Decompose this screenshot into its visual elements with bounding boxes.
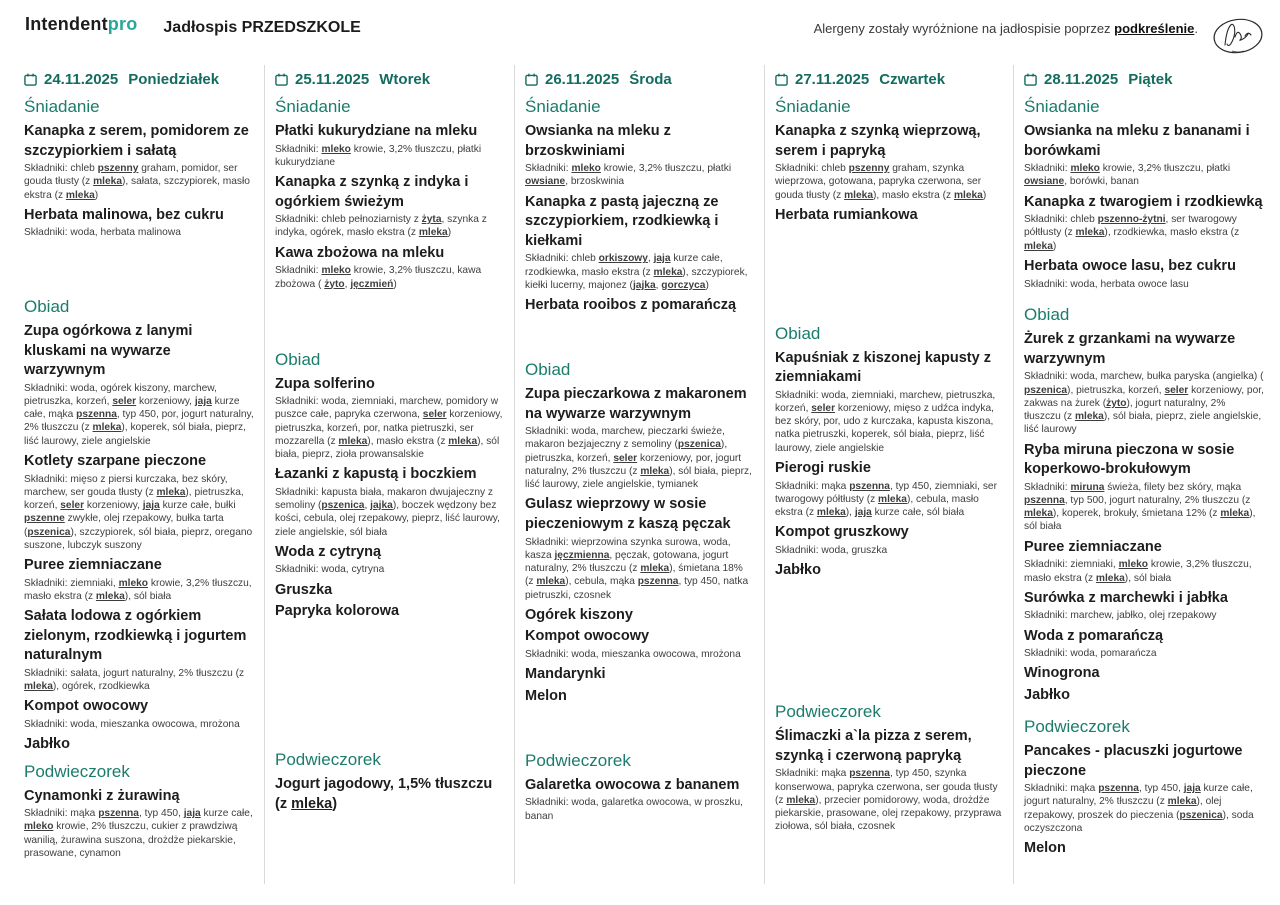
meal-section-title: Obiad xyxy=(275,349,321,369)
day-weekday: Środa xyxy=(629,70,672,88)
dish xyxy=(275,173,504,240)
dish xyxy=(24,607,254,693)
dish xyxy=(275,581,504,601)
allergen-term: mleka xyxy=(953,189,983,201)
calendar-icon xyxy=(275,73,288,86)
dish xyxy=(525,495,754,601)
allergen-term: jaja xyxy=(854,507,872,519)
dish xyxy=(275,602,504,622)
allergen-term: żyto xyxy=(324,278,345,290)
dish-name: Woda z cytryną xyxy=(275,543,382,560)
signature-stamp-icon xyxy=(1212,14,1264,63)
allergen-term: mleka xyxy=(653,266,683,278)
dish-name: Herbata malinowa, bez cukru xyxy=(24,206,224,223)
dish-name: Puree ziemniaczane xyxy=(24,557,162,573)
day-column xyxy=(1014,65,1274,884)
dish-ingredients: Składniki: mąka pszenna, typ 450, ziemniaki, ser twarogowy półtłusty (z mleka), cebula, masło ekstra (z mleka), jaja kurze całe, sól biała xyxy=(775,480,997,519)
allergen-term: gorczyca xyxy=(661,279,706,291)
dish-name: Herbata rooibos z pomarańczą xyxy=(525,297,737,314)
dish-name: Zupa pieczarkowa z makaronem na wywarze warzywnym xyxy=(525,386,747,422)
dish-name: Kanapka z szynką wieprzową, serem i papryką xyxy=(775,123,981,159)
dish-name: Kanapka z serem, pomidorem ze szczypiorkiem i sałatą xyxy=(24,123,249,159)
allergen-term: mleka xyxy=(640,563,670,575)
allergen-note-suffix: . xyxy=(1194,21,1198,36)
allergen-term: pszenna xyxy=(637,576,679,588)
dish-name: Pancakes - placuszki jogurtowe pieczone xyxy=(1024,743,1243,779)
dish xyxy=(1024,257,1264,291)
allergen-term: mleko xyxy=(24,821,54,833)
dish-ingredients: Składniki: mleko krowie, 3,2% tłuszczu, płatki kukurydziane xyxy=(275,143,482,168)
dish-name: Żurek z grzankami na wywarze warzywnym xyxy=(1024,331,1236,367)
dish-ingredients: Składniki: woda, herbata malinowa xyxy=(24,227,181,239)
day-date: 25.11.2025 xyxy=(295,70,370,88)
dish-name: Papryka kolorowa xyxy=(275,603,400,620)
dish xyxy=(1024,839,1264,859)
allergen-term: mleka xyxy=(24,681,53,692)
dish xyxy=(1024,122,1264,189)
allergen-term: mleka xyxy=(1167,796,1197,808)
allergen-term: mleka xyxy=(92,422,122,434)
dish-name: Woda z pomarańczą xyxy=(1024,627,1164,644)
dish xyxy=(775,206,1003,226)
dish-name: Kanapka z pastą jajeczną ze szczypiorkiem, rzodkiewką i kiełkami xyxy=(525,193,719,249)
meal-section-title: Śniadanie xyxy=(775,97,851,116)
dish xyxy=(775,349,1003,455)
dish-name: Gulasz wieprzowy w sosie pieczeniowym z kaszą pęczak xyxy=(525,496,731,532)
allergen-term: pszenica xyxy=(27,526,71,538)
dish-name: Sałata lodowa z ogórkiem zielonym, rzodkiewką i jogurtem naturalnym xyxy=(24,608,247,664)
meal-section-title: Śniadanie xyxy=(1024,97,1100,116)
allergen-term: żyta xyxy=(421,214,442,226)
allergen-note-highlight: podkreślenie xyxy=(1114,21,1195,36)
dish xyxy=(24,322,254,448)
dish-ingredients: Składniki: woda, ogórek kiszony, marchew, pietruszka, korzeń, seler korzeniowy, jaja kurze całe, mąka pszenna, typ 450, por, jogurt naturalny, 2% tłuszczu (z mleka), koperek, sól biała, pieprz, liść laurowy, ziele angielskie xyxy=(24,382,254,447)
allergen-term: mleka xyxy=(786,794,816,806)
dish xyxy=(525,776,754,823)
dish-ingredients: Składniki: woda, gruszka xyxy=(775,544,888,556)
meal-section-title: Podwieczorek xyxy=(275,750,381,770)
dish xyxy=(1024,686,1264,706)
dish-ingredients: Składniki: woda, galaretka owocowa, w proszku, banan xyxy=(525,797,744,822)
allergen-term: seler xyxy=(422,409,447,421)
dish xyxy=(775,523,1003,557)
dish xyxy=(525,665,754,685)
meal-section xyxy=(1024,299,1264,711)
dish xyxy=(275,122,504,169)
day-header xyxy=(24,67,254,91)
meal-section xyxy=(775,318,1003,697)
day-header xyxy=(525,67,754,91)
allergen-term: mleka xyxy=(1075,227,1105,239)
dish-ingredients: Składniki: chleb orkiszowy, jaja kurze całe, rzodkiewka, masło ekstra (z mleka), szczypiorek, kiełki lucerny, majonez (jajka, gorczyca) xyxy=(525,253,748,291)
allergen-term: pszenna xyxy=(849,768,890,780)
allergen-note xyxy=(814,21,1198,36)
day-column xyxy=(765,65,1014,884)
dish xyxy=(24,206,254,240)
dish-name: Ryba miruna pieczona w sosie koperkowo-brokułowym xyxy=(1024,441,1235,478)
dish-ingredients: Składniki: wieprzowina szynka surowa, woda, kasza jęczmienna, pęczak, gotowana, jogurt naturalny, 2% tłuszczu (z mleka), śmietana 18% (z mleka), cebula, mąka pszenna, typ 450, natka pietruszki, czosnek xyxy=(525,536,749,601)
menu-grid xyxy=(0,65,1280,884)
day-column xyxy=(14,65,265,884)
dish xyxy=(525,627,754,661)
dish xyxy=(1024,193,1264,253)
dish-ingredients: Składniki: marchew, jabłko, olej rzepakowy xyxy=(1024,610,1217,622)
allergen-term: mleka xyxy=(536,576,566,588)
allergen-term: pszenica xyxy=(677,439,721,451)
day-column xyxy=(265,65,515,884)
meal-section xyxy=(24,291,254,756)
dish-name: Puree ziemniaczane xyxy=(1024,538,1162,555)
meal-section xyxy=(275,744,504,864)
allergen-term: orkiszowy xyxy=(598,253,648,265)
dish-ingredients: Składniki: woda, marchew, bułka paryska (angielka) ( pszenica), pietruszka, korzeń, seler korzeniowy, por, zakwas na żurek (żyto), jogurt naturalny, 2% tłuszczu (z mleka), sól biała, pieprz, ziele angielskie, liść laurowy xyxy=(1024,371,1264,436)
logo-text-accent: pro xyxy=(107,14,138,34)
dish-ingredients: Składniki: mleko krowie, 3,2% tłuszczu, płatki owsiane, borówki, banan xyxy=(1024,163,1231,188)
dish-ingredients: Składniki: chleb pszenny graham, pomidor, ser gouda tłusty (z mleka), sałata, szczypiorek, masło ekstra (z mleka) xyxy=(24,163,250,201)
allergen-term: jajka xyxy=(632,279,656,291)
meal-section-title: Śniadanie xyxy=(275,97,351,116)
dish-ingredients: Składniki: kapusta biała, makaron dwujajeczny z semoliny (pszenica, jajka), boczek wędzony bez kości, cebula, olej rzepakowy, pieprz, liść laurowy, ziele angielskie, sól biała xyxy=(275,486,500,538)
dish xyxy=(1024,627,1264,661)
allergen-term: pszenna xyxy=(1098,783,1139,795)
calendar-icon xyxy=(1024,73,1037,86)
dish-name: Płatki kukurydziane na mleku xyxy=(275,123,478,139)
dish-ingredients: Składniki: woda, mieszanka owocowa, mrożona xyxy=(525,648,741,660)
meal-section-title: Podwieczorek xyxy=(24,761,130,781)
allergen-term: pszenica xyxy=(1179,809,1223,821)
dish-ingredients: Składniki: miruna świeża, filety bez skóry, mąka pszenna, typ 500, jogurt naturalny, 2% tłuszczu (z mleka), koperek, brokuły, śmietana 12% (z mleka), sól biała xyxy=(1024,481,1256,533)
allergen-term: mleka xyxy=(1024,508,1053,520)
dish-ingredients: Składniki: sałata, jogurt naturalny, 2% tłuszczu (z mleka), ogórek, rzodkiewka xyxy=(24,667,245,692)
allergen-term: mleko xyxy=(321,265,351,277)
calendar-icon xyxy=(525,73,538,86)
dish-ingredients: Składniki: woda, pomarańcza xyxy=(1024,648,1157,660)
allergen-term: mleka xyxy=(418,227,448,239)
dish-name: Zupa solferino xyxy=(275,375,375,392)
dish-ingredients: Składniki: mleko krowie, 3,2% tłuszczu, kawa zbożowa ( żyto, jęczmień) xyxy=(275,265,482,290)
dish-ingredients: Składniki: mięso z piersi kurczaka, bez skóry, marchew, ser gouda tłusty (z mleka), pietruszka, korzeń, seler korzeniowy, jaja kurze całe, bułki pszenne zwykłe, olej rzepakowy, bułka tarta (pszenica), szczypiorek, sól biała, pieprz, oregano suszone, lubczyk suszony xyxy=(24,473,253,551)
meal-section-title: Obiad xyxy=(775,323,821,343)
dish-name: Kanapka z szynką z indyka i ogórkiem świeżym xyxy=(275,174,469,210)
dish-name: Winogrona xyxy=(1024,665,1100,682)
allergen-term: seler xyxy=(60,500,85,511)
meal-section xyxy=(525,354,754,745)
allergen-term: pszenny xyxy=(97,163,139,175)
allergen-term: pszenna xyxy=(98,808,139,820)
dish-ingredients: Składniki: woda, herbata owoce lasu xyxy=(1024,278,1189,290)
day-column xyxy=(515,65,765,884)
dish xyxy=(24,787,254,861)
dish-ingredients: Składniki: woda, cytryna xyxy=(275,564,385,576)
dish-name: Kompot owocowy xyxy=(525,628,650,645)
dish-name: Kompot gruszkowy xyxy=(775,524,909,541)
dish xyxy=(1024,742,1264,835)
allergen-note-prefix: Alergeny zostały wyróżnione na jadłospisie poprzez xyxy=(813,21,1115,36)
allergen-term: mleko xyxy=(571,163,601,175)
dish-name: Kanapka z twarogiem i rzodkiewką xyxy=(1024,193,1263,210)
meal-section xyxy=(275,91,504,344)
dish-ingredients: Składniki: mąka pszenna, typ 450, szynka konserwowa, papryka czerwona, ser gouda tłusty (z mleka), przecier pomidorowy, woda, drożdże piekarskie, prasowane, olej rzepakowy, przyprawa ziołowa, sól biała, czosnek xyxy=(775,768,1002,833)
dish-ingredients: Składniki: woda, mieszanka owocowa, mrożona xyxy=(24,718,240,730)
dish xyxy=(24,697,254,731)
dish xyxy=(1024,441,1264,534)
dish xyxy=(775,459,1003,519)
dish xyxy=(24,122,254,202)
dish-name: Owsianka na mleku z brzoskwiniami xyxy=(525,123,671,159)
day-date: 24.11.2025 xyxy=(44,70,119,88)
dish xyxy=(525,122,754,189)
meal-section-title: Podwieczorek xyxy=(525,750,631,770)
allergen-term: jaja xyxy=(183,808,201,820)
dish-name: Jogurt jagodowy, 1,5% tłuszczu (z mleka) xyxy=(275,776,493,812)
dish xyxy=(525,385,754,491)
meal-section xyxy=(275,344,504,745)
allergen-term: jaja xyxy=(194,395,212,407)
dish xyxy=(525,606,754,626)
day-header xyxy=(1024,67,1264,91)
allergen-term: mleka xyxy=(65,189,95,201)
dish xyxy=(275,775,504,814)
allergen-term: jaja xyxy=(1183,783,1201,795)
dish-name: Owsianka na mleku z bananami i borówkami xyxy=(1024,123,1250,159)
allergen-term: pszenna xyxy=(849,480,890,492)
meal-section-title: Podwieczorek xyxy=(1024,717,1130,737)
dish-ingredients: Składniki: ziemniaki, mleko krowie, 3,2% tłuszczu, masło ekstra (z mleka), sól biała xyxy=(1024,559,1252,584)
dish xyxy=(1024,538,1264,585)
dish-name: Kotlety szarpane pieczone xyxy=(24,452,207,469)
allergen-term: jajka xyxy=(370,500,393,512)
meal-section xyxy=(525,745,754,864)
dish-ingredients: Składniki: woda, marchew, pieczarki świeże, makaron bezjajeczny z semoliny (pszenica), pietruszka, korzeń, seler korzeniowy, por, jogurt naturalny, 2% tłuszczu (z mleka), sól biała, pieprz, liść laurowy, ziele angielskie, tymianek xyxy=(525,426,752,491)
allergen-term: mleka xyxy=(448,435,478,447)
allergen-term: jęczmień xyxy=(350,278,394,290)
dish-ingredients: Składniki: mąka pszenna, typ 450, jaja kurze całe, mleko krowie, 2% tłuszczu, cukier z prawdziwą wanilią, żurawina suszona, drożdże piekarskie, prasowane, cynamon xyxy=(24,808,253,859)
dish-ingredients: Składniki: mąka pszenna, typ 450, jaja kurze całe, jogurt naturalny, 2% tłuszczu (z mleka), olej rzepakowy, proszek do pieczenia (pszenica), soda oczyszczona xyxy=(1024,783,1254,834)
meal-section-title: Obiad xyxy=(1024,305,1070,325)
dish-name: Gruszka xyxy=(275,581,333,598)
dish xyxy=(24,735,254,755)
meal-section-title: Śniadanie xyxy=(24,97,100,116)
dish xyxy=(24,452,254,552)
dish xyxy=(775,561,1003,581)
allergen-term: pszenna xyxy=(1024,494,1065,506)
allergen-term: żyto xyxy=(1106,397,1127,409)
allergen-term: jaja xyxy=(653,253,671,265)
dish-name: Cynamonki z żurawiną xyxy=(24,787,180,804)
dish-name: Surówka z marchewki i jabłka xyxy=(1024,589,1228,606)
dish xyxy=(525,193,754,292)
meal-section xyxy=(24,756,254,865)
dish-name: Kapuśniak z kiszonej kapusty z ziemniakami xyxy=(775,349,991,386)
day-date: 26.11.2025 xyxy=(545,70,620,88)
dish-ingredients: Składniki: chleb pszenny graham, szynka wieprzowa, gotowana, papryka czerwona, ser gouda tłusty (z mleka), masło ekstra (z mleka) xyxy=(775,163,987,201)
allergen-term: mleka xyxy=(1024,240,1053,252)
allergen-term: mleka xyxy=(878,493,907,505)
meal-section xyxy=(775,696,1003,864)
allergen-term: mleka xyxy=(338,435,368,447)
dish-name: Galaretka owocowa z bananem xyxy=(525,776,740,793)
day-date: 28.11.2025 xyxy=(1044,70,1119,88)
dish xyxy=(275,244,504,291)
dish-name: Herbata owoce lasu, bez cukru xyxy=(1024,257,1236,274)
dish-name: Herbata rumiankowa xyxy=(775,206,918,223)
dish-name: Ślimaczki a`la pizza z serem, szynką i czerwoną papryką xyxy=(775,728,972,764)
meal-section xyxy=(1024,711,1264,864)
dish-ingredients: Składniki: chleb pszenno-żytni, ser twarogowy półtłusty (z mleka), rzodkiewka, masło ekstra (z mleka) xyxy=(1024,214,1240,252)
dish xyxy=(24,556,254,603)
calendar-icon xyxy=(775,73,788,86)
meal-section-title: Obiad xyxy=(525,360,571,380)
dish-name: Melon xyxy=(525,687,567,704)
dish xyxy=(1024,330,1264,436)
calendar-icon xyxy=(24,73,37,86)
dish xyxy=(275,543,504,577)
logo-text-primary: Intendent xyxy=(25,14,108,34)
dish xyxy=(775,122,1003,202)
meal-section xyxy=(1024,91,1264,299)
dish xyxy=(275,375,504,462)
dish xyxy=(775,727,1003,833)
allergen-term: seler xyxy=(1164,384,1189,396)
allergen-term: seler xyxy=(811,402,836,414)
meal-section xyxy=(24,91,254,291)
day-weekday: Wtorek xyxy=(379,70,431,88)
dish-name: Jabłko xyxy=(24,736,70,753)
meal-section xyxy=(525,91,754,354)
day-header xyxy=(775,67,1003,91)
meal-section-title: Obiad xyxy=(24,297,70,316)
dish-name: Zupa ogórkowa z lanymi kluskami na wywarze warzywnym xyxy=(24,323,193,379)
allergen-term: jęczmienna xyxy=(554,549,610,561)
allergen-term: mleka xyxy=(1074,411,1104,423)
dish-name: Ogórek kiszony xyxy=(525,606,633,623)
dish xyxy=(525,687,754,707)
allergen-term: mleka xyxy=(640,465,670,477)
dish xyxy=(525,296,754,316)
allergen-term: pszenna xyxy=(76,409,117,421)
allergen-term: mleka xyxy=(156,486,186,498)
dish-ingredients: Składniki: ziemniaki, mleko krowie, 3,2% tłuszczu, masło ekstra (z mleka), sól biała xyxy=(24,577,252,602)
allergen-term: owsiane xyxy=(525,176,566,188)
dish xyxy=(275,465,504,539)
meal-section-title: Podwieczorek xyxy=(775,702,881,722)
day-weekday: Czwartek xyxy=(879,70,946,88)
page-title: Jadłospis PRZEDSZKOLE xyxy=(163,19,361,36)
day-weekday: Piątek xyxy=(1128,70,1173,88)
dish-name: Mandarynki xyxy=(525,666,606,683)
dish xyxy=(1024,589,1264,623)
allergen-term: miruna xyxy=(1070,481,1105,493)
allergen-term: owsiane xyxy=(1024,176,1065,188)
day-weekday: Poniedziałek xyxy=(128,70,220,88)
dish-ingredients: Składniki: woda, ziemniaki, marchew, pomidory w puszce całe, papryka czerwona, seler korzeniowy, pietruszka, korzeń, por, natka pietruszki, ser mozzarella (z mleka), masło ekstra (z mleka), sól biała, pieprz, zioła prowansalskie xyxy=(275,396,503,461)
allergen-term: mleko xyxy=(1118,559,1149,571)
allergen-term: seler xyxy=(112,395,137,407)
allergen-term: pszenica xyxy=(1024,384,1068,396)
allergen-term: mleko xyxy=(321,143,351,155)
day-date: 27.11.2025 xyxy=(795,70,870,88)
allergen-term: mleka xyxy=(1095,572,1125,584)
allergen-term: mleko xyxy=(118,577,149,589)
allergen-term: mleko xyxy=(1070,163,1100,175)
dish-name: Kompot owocowy xyxy=(24,698,149,715)
meal-section-title: Śniadanie xyxy=(525,97,601,116)
allergen-term: pszenica xyxy=(321,500,365,512)
dish-name: Łazanki z kapustą i boczkiem xyxy=(275,466,477,483)
allergen-term: mleka xyxy=(1220,508,1250,520)
dish-name: Pierogi ruskie xyxy=(775,459,871,476)
allergen-term: mleka xyxy=(95,590,125,602)
allergen-term: pszenny xyxy=(848,163,890,175)
dish-name: Melon xyxy=(1024,840,1066,857)
page-header xyxy=(0,0,1280,65)
dish-ingredients: Składniki: woda, ziemniaki, marchew, pietruszka, korzeń, seler korzeniowy, mięso z udźca indyka, bez skóry, por, udo z kurczaka, kapusta kiszona, natka pietruszki, koperek, sól biała, pieprz, liść laurowy, ziele angielskie xyxy=(775,389,996,454)
allergen-term: jaja xyxy=(142,500,160,511)
dish-ingredients: Składniki: chleb pełnoziarnisty z żyta, szynka z indyka, ogórek, masło ekstra (z mleka) xyxy=(275,214,487,239)
allergen-term: mleka xyxy=(291,795,333,812)
day-header xyxy=(275,67,504,91)
intendentpro-logo xyxy=(25,14,137,35)
dish-name: Kawa zbożowa na mleku xyxy=(275,244,445,261)
dish-ingredients: Składniki: mleko krowie, 3,2% tłuszczu, płatki owsiane, brzoskwinia xyxy=(525,163,732,188)
allergen-term: pszenno-żytni xyxy=(1097,214,1166,226)
allergen-term: mleka xyxy=(816,507,846,519)
allergen-term: mleka xyxy=(844,189,873,201)
dish-name: Jabłko xyxy=(1024,686,1070,703)
dish-name: Jabłko xyxy=(775,562,821,579)
meal-section xyxy=(775,91,1003,318)
allergen-term: seler xyxy=(613,452,638,464)
dish xyxy=(1024,664,1264,684)
allergen-term: pszenne xyxy=(24,513,65,525)
allergen-term: mleka xyxy=(93,176,122,188)
